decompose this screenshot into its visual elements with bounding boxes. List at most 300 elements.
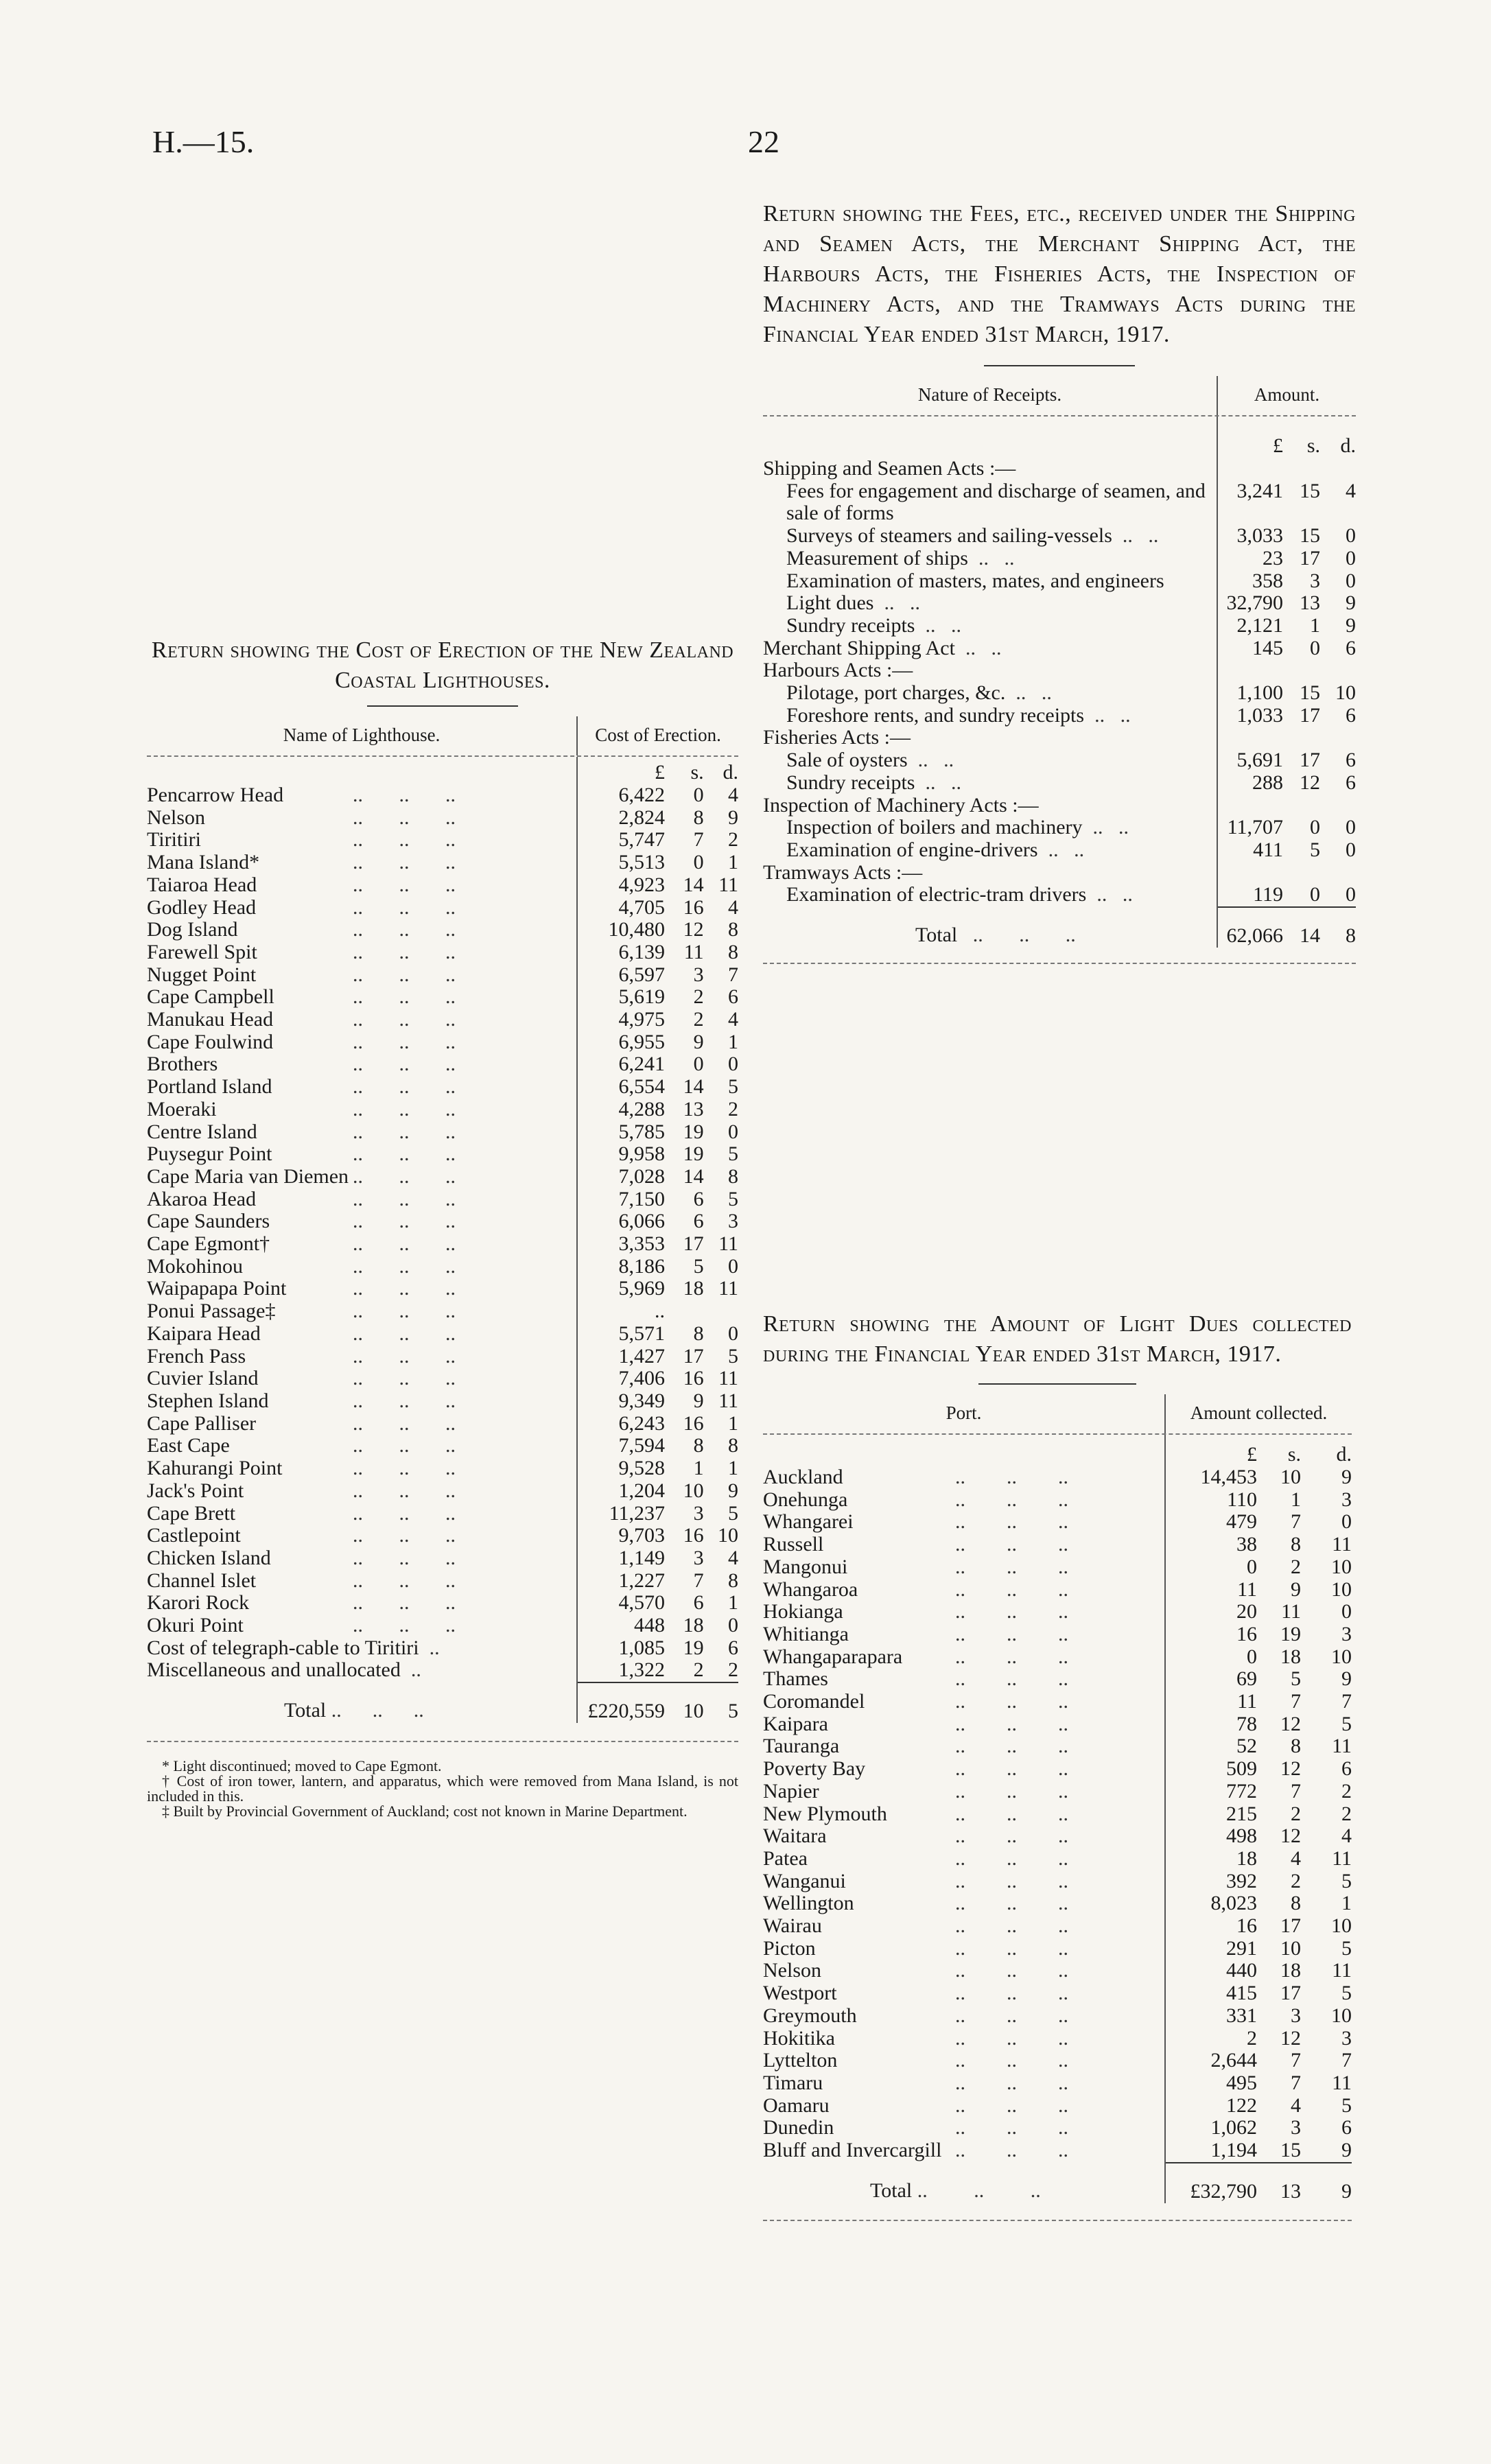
cost-shillings: [665, 1300, 704, 1323]
dues-pounds: 415: [1165, 1982, 1257, 2005]
dues-shillings: 8: [1291, 1892, 1301, 1915]
lighthouse-name: Stephen Island: [147, 1389, 269, 1412]
cost-pounds: 448: [577, 1615, 665, 1637]
cost-shillings: 13: [683, 1097, 704, 1120]
fees-row: Sale of oysters .. .. 5,691 17 6: [786, 749, 1356, 772]
dues-shillings: 3: [1291, 2116, 1301, 2139]
lighthouse-row: Cape Foulwind .. .. .. 6,955 9 1: [147, 1030, 738, 1053]
lighthouse-rows: [147, 784, 738, 1682]
dues-pounds: 498: [1165, 1825, 1257, 1848]
amount-shillings: 1: [1310, 613, 1320, 637]
cost-pence: 1: [728, 1030, 738, 1053]
cost-shillings: 6: [693, 1210, 704, 1233]
lighthouse-row: Tiritiri .. .. .. 5,747 7 2: [147, 828, 738, 852]
lighthouse-name: Farewell Spit: [147, 941, 257, 963]
dues-shillings: 8: [1291, 1735, 1301, 1758]
fees-total-label: Total: [915, 924, 958, 947]
lighthouse-name: Cape Campbell: [147, 986, 274, 1009]
port-name: Whangaparapara: [763, 1645, 903, 1668]
lighthouse-row: Cuvier Island .. .. .. 7,406 16 11: [147, 1367, 738, 1390]
dues-pence: 10: [1331, 1577, 1352, 1601]
dues-shillings: 12: [1280, 2026, 1301, 2050]
port-name: Thames: [763, 1667, 828, 1691]
receipt-nature: Inspection of Machinery Acts :—: [763, 793, 1039, 817]
cost-pounds: 6,554: [577, 1076, 665, 1099]
port-name: Napier: [763, 1779, 819, 1803]
dues-pence: 3: [1341, 1488, 1352, 1511]
port-name: Patea: [763, 1846, 808, 1870]
fees-table: Nature of Receipts. Amount. £ s. d. Shipping and Seamen Acts :— Fees for engagement and discharge of seamen, and sale of forms 3,241 15 4 Surveys of steamers and sailing-vessels .. .. 3,033 15 0 Measurement of ships .. .. 23 17 0 Examination of masters, mates, and engineers 358 3 0 Light dues .. .. 32,790 13 9 Sundry receipts .. .. 2,121 1 9 Merchant Shipping Act .. .. 145 0 6 Harbours Acts :— Pilotage, port charges, &c. .. .. 1,100 15 10 Foreshore rents, and sundry receipts .. .. 1,033 17 6 Fisheries Acts :— Sale of oysters .. .. 5,691 17 6 Sundry receipts .. .. 288 12 6 Inspection of Machinery Acts :— Inspection of boilers and machinery .. .. 11,707 0 0 Examination of engine-drivers .. .. 411 5 0 Tramways Acts :— Examination of electric-tram drivers .. .. 119 0 0 Total .. .. .. 62,066 14 8: [763, 376, 1356, 948]
cost-pence: 2: [728, 1097, 738, 1120]
cost-shillings: 19: [683, 1636, 704, 1659]
lighthouse-row: Mana Island* .. .. .. 5,513 0 1: [147, 851, 738, 874]
lighthouse-name: Nelson: [147, 806, 205, 829]
receipt-nature: Tramways Acts :—: [763, 860, 923, 884]
fees-row: Light dues .. .. 32,790 13 9: [786, 591, 1356, 615]
cost-shillings: 16: [683, 1367, 704, 1390]
footnote-3: ‡ Built by Provincial Government of Auckland; cost not known in Marine Department.: [162, 1803, 688, 1820]
dues-pence: 5: [1341, 1869, 1352, 1892]
fees-row: [763, 727, 1356, 749]
amount-shillings: 15: [1300, 479, 1320, 502]
cost-pounds: 8,186: [577, 1256, 665, 1278]
fees-title-rule: [984, 365, 1135, 366]
lighthouse-name: Pencarrow Head: [147, 784, 284, 806]
cost-pounds: 9,349: [577, 1390, 665, 1413]
amount-pence: 6: [1346, 749, 1356, 772]
receipt-nature: Inspection of boilers and machinery: [786, 816, 1083, 839]
amount-pence: 0: [1346, 569, 1356, 592]
dues-pounds: 1,062: [1165, 2117, 1257, 2139]
cost-pounds: 4,570: [577, 1592, 665, 1615]
cost-pence: 1: [728, 1591, 738, 1615]
col-nature-of-receipts: Nature of Receipts.: [917, 384, 1062, 405]
lightdues-row: New Plymouth .. .. .. 215 2 2: [763, 1802, 1352, 1825]
unit-pounds: £: [577, 757, 665, 784]
port-name: Whangaroa: [763, 1577, 858, 1601]
amount-shillings: 5: [1310, 838, 1320, 861]
cost-pounds: 7,406: [577, 1368, 665, 1390]
fees-row: [763, 458, 1356, 480]
unit-pence: d.: [723, 761, 738, 784]
dues-pounds: 18: [1165, 1848, 1257, 1870]
dues-shillings: 1: [1291, 1488, 1301, 1511]
cost-pence: 9: [728, 1479, 738, 1502]
amount-pounds: [1217, 659, 1283, 682]
unit-shillings: s.: [690, 761, 704, 784]
amount-pence: [1320, 727, 1356, 749]
amount-shillings: [1283, 727, 1320, 749]
lightdues-row: Waitara .. .. .. 498 12 4: [763, 1824, 1352, 1848]
dues-pounds: 16: [1165, 1623, 1257, 1646]
dues-pence: 6: [1341, 2116, 1352, 2139]
lighthouse-name: Manukau Head: [147, 1009, 274, 1031]
lightdues-row: Lyttelton .. .. .. 2,644 7 7: [763, 2049, 1352, 2072]
receipt-nature: Fees for engagement and discharge of seamen, and sale of forms: [786, 479, 1206, 525]
lighthouse-row: Channel Islet .. .. .. 1,227 7 8: [147, 1569, 738, 1592]
cost-pence: 9: [728, 806, 738, 829]
lighthouse-name: Centre Island: [147, 1120, 257, 1143]
dues-pence: 3: [1341, 1622, 1352, 1645]
lighthouse-row: Mokohinou .. .. .. 8,186 5 0: [147, 1254, 738, 1278]
lighthouse-row: Castlepoint .. .. .. 9,703 16 10: [147, 1524, 738, 1547]
cost-pounds: 9,958: [577, 1143, 665, 1166]
fees-return: [763, 199, 1356, 964]
dues-pounds: 0: [1165, 1646, 1257, 1669]
dues-pence: 11: [1332, 1959, 1352, 1982]
cost-pence: 1: [728, 1411, 738, 1435]
amount-shillings: 13: [1300, 591, 1320, 615]
cost-pence: 8: [728, 1434, 738, 1457]
lightdues-row: Hokianga .. .. .. 20 11 0: [763, 1600, 1352, 1623]
port-name: Poverty Bay: [763, 1757, 866, 1781]
dues-pence: 11: [1332, 2071, 1352, 2094]
dues-pence: 7: [1341, 2049, 1352, 2072]
dues-pounds: 11: [1165, 1691, 1257, 1713]
lighthouse-name: Castlepoint: [147, 1525, 241, 1547]
dues-shillings: 19: [1280, 1622, 1301, 1645]
footnote-1: * Light discontinued; moved to Cape Egmont.: [162, 1757, 442, 1775]
dues-pence: 9: [1341, 2139, 1352, 2162]
lighthouse-row: Portland Island .. .. .. 6,554 14 5: [147, 1075, 738, 1099]
cost-pence: 2: [728, 828, 738, 852]
cost-pence: 5: [728, 1501, 738, 1525]
dues-pence: 2: [1341, 1802, 1352, 1825]
port-name: Wellington: [763, 1892, 854, 1915]
cost-pounds: 6,241: [577, 1053, 665, 1076]
lightdues-row: Tauranga .. .. .. 52 8 11: [763, 1735, 1352, 1758]
cost-pence: 11: [718, 1389, 738, 1412]
lighthouse-name: Okuri Point: [147, 1615, 244, 1637]
ld-total-pence: 9: [1301, 2163, 1352, 2203]
dues-pounds: 2: [1165, 2028, 1257, 2050]
amount-shillings: 0: [1310, 816, 1320, 839]
lighthouse-name: Brothers: [147, 1053, 218, 1076]
lighthouse-row: French Pass .. .. .. 1,427 17 5: [147, 1344, 738, 1368]
dues-pounds: 2,644: [1165, 2050, 1257, 2072]
dues-shillings: 8: [1291, 1533, 1301, 1556]
cost-pence: 0: [728, 1254, 738, 1278]
dues-shillings: 15: [1280, 2139, 1301, 2162]
lighthouse-name: Godley Head: [147, 896, 257, 919]
amount-shillings: [1283, 659, 1320, 682]
cost-shillings: 5: [693, 1254, 704, 1278]
fees-unit-pence: d.: [1340, 434, 1356, 457]
cost-shillings: 16: [683, 895, 704, 919]
lightdues-title: Return showing the Amount of Light Dues collected during the Financial Year ended 31st March, 1917.: [763, 1311, 1352, 1367]
cost-pence: 6: [728, 1636, 738, 1659]
dues-pence: 7: [1341, 1690, 1352, 1713]
cost-shillings: 3: [693, 1546, 704, 1569]
cost-shillings: 0: [693, 784, 704, 806]
lighthouse-name: Portland Island: [147, 1076, 272, 1099]
port-name: Nelson: [763, 1959, 821, 1982]
lighthouse-name: East Cape: [147, 1435, 230, 1457]
amount-shillings: 0: [1310, 636, 1320, 659]
lightdues-row: Wanganui .. .. .. 392 2 5: [763, 1869, 1352, 1892]
fees-row: Examination of engine-drivers .. .. 411 5 0: [786, 838, 1356, 861]
cost-shillings: 7: [693, 1569, 704, 1592]
lighthouse-name: Kaipara Head: [147, 1322, 261, 1345]
cost-shillings: 6: [693, 1591, 704, 1615]
lighthouse-row: Pencarrow Head .. .. .. 6,422 0 4: [147, 784, 738, 806]
amount-pence: 9: [1346, 591, 1356, 615]
amount-pounds: [1217, 862, 1283, 884]
amount-pounds: 145: [1217, 637, 1283, 660]
port-name: Hokitika: [763, 2026, 835, 2050]
cost-pence: 8: [728, 940, 738, 963]
dues-shillings: 2: [1291, 1869, 1301, 1892]
dues-pence: 11: [1332, 1846, 1352, 1870]
amount-shillings: 17: [1300, 703, 1320, 727]
cost-pence: 0: [728, 1614, 738, 1637]
dues-pounds: 772: [1165, 1781, 1257, 1803]
dues-shillings: 2: [1291, 1802, 1301, 1825]
receipt-nature: Examination of masters, mates, and engineers: [786, 569, 1164, 592]
cost-shillings: 18: [683, 1614, 704, 1637]
cost-shillings: 2: [693, 1658, 704, 1682]
dues-pounds: 14,453: [1165, 1466, 1257, 1489]
lightdues-row: Dunedin .. .. .. 1,062 3 6: [763, 2116, 1352, 2139]
fees-row: Sundry receipts .. .. 288 12 6: [786, 771, 1356, 794]
cost-pence: 4: [728, 1008, 738, 1031]
lighthouse-row: Manukau Head .. .. .. 4,975 2 4: [147, 1008, 738, 1031]
dues-pence: 11: [1332, 1533, 1352, 1556]
cost-shillings: 14: [683, 873, 704, 896]
dues-pence: 0: [1341, 1600, 1352, 1623]
lighthouse-name: Mokohinou: [147, 1255, 244, 1278]
port-name: Dunedin: [763, 2116, 834, 2139]
total-label: Total: [284, 1699, 327, 1722]
dues-pence: 5: [1341, 2093, 1352, 2117]
cost-pounds: 7,150: [577, 1188, 665, 1211]
lighthouse-name: Mana Island*: [147, 852, 260, 874]
port-name: Russell: [763, 1533, 824, 1556]
port-name: Bluff and Invercargill: [763, 2139, 942, 2162]
amount-pounds: 1,033: [1217, 705, 1283, 727]
cost-shillings: 16: [683, 1524, 704, 1547]
fees-unit-pounds: £: [1217, 416, 1283, 458]
cost-pounds: 6,243: [577, 1413, 665, 1435]
amount-pounds: [1217, 458, 1283, 480]
lighthouse-row: Moeraki .. .. .. 4,288 13 2: [147, 1097, 738, 1120]
lighthouse-row: Dog Island .. .. .. 10,480 12 8: [147, 918, 738, 941]
cost-pounds: 5,571: [577, 1323, 665, 1346]
ld-total-shillings: 13: [1257, 2163, 1301, 2203]
dues-shillings: 4: [1291, 1846, 1301, 1870]
cost-pence: 5: [728, 1344, 738, 1368]
cost-pence: 2: [728, 1658, 738, 1682]
dues-shillings: 7: [1291, 2071, 1301, 2094]
lighthouse-title: Return showing the Cost of Erection of the New Zealand Coastal Lighthouses.: [151, 637, 734, 693]
amount-pounds: 11,707: [1217, 817, 1283, 839]
dues-pounds: 20: [1165, 1601, 1257, 1623]
amount-pence: 6: [1346, 636, 1356, 659]
receipt-nature: Foreshore rents, and sundry receipts: [786, 703, 1085, 727]
cost-shillings: 9: [693, 1030, 704, 1053]
ld-total-label: Total: [870, 2179, 913, 2202]
cost-pence: 8: [728, 918, 738, 941]
cost-pounds: 1,227: [577, 1570, 665, 1593]
port-name: Lyttelton: [763, 2049, 838, 2072]
cost-pounds: 1,149: [577, 1547, 665, 1570]
lighthouse-name: Channel Islet: [147, 1569, 257, 1592]
dues-pence: 9: [1341, 1667, 1352, 1691]
fees-total-pounds: 62,066: [1217, 907, 1283, 948]
cost-shillings: 16: [683, 1411, 704, 1435]
amount-pounds: 358: [1217, 570, 1283, 593]
amount-pence: 6: [1346, 703, 1356, 727]
port-name: Coromandel: [763, 1690, 865, 1713]
receipt-nature: Fisheries Acts :—: [763, 726, 911, 749]
total-pence: 5: [704, 1682, 738, 1723]
lightdues-end-rule: [763, 2220, 1352, 2221]
lightdues-row: Hokitika .. .. .. 2 12 3: [763, 2026, 1352, 2050]
col-amount: Amount.: [1217, 376, 1356, 415]
dues-shillings: 18: [1280, 1645, 1301, 1668]
lighthouse-name: Cape Saunders: [147, 1210, 270, 1233]
port-name: Hokianga: [763, 1600, 843, 1623]
ld-unit-pounds: £: [1165, 1435, 1257, 1466]
port-name: Wanganui: [763, 1869, 846, 1892]
amount-pounds: 3,241: [1217, 480, 1283, 525]
cost-pounds: 1,085: [577, 1637, 665, 1660]
lighthouse-name: Cape Egmont†: [147, 1233, 270, 1256]
lighthouse-row: Jack's Point .. .. .. 1,204 10 9: [147, 1479, 738, 1502]
dues-shillings: 12: [1280, 1824, 1301, 1848]
dues-shillings: 2: [1291, 1555, 1301, 1578]
cost-pence: 11: [718, 873, 738, 896]
dues-pounds: 1,194: [1165, 2139, 1257, 2163]
cost-shillings: 14: [683, 1075, 704, 1099]
cost-pounds: 6,422: [577, 784, 665, 807]
lighthouse-name: Chicken Island: [147, 1547, 271, 1569]
col-amount-collected: Amount collected.: [1165, 1394, 1352, 1433]
port-name: Waitara: [763, 1824, 827, 1848]
cost-pounds: 4,975: [577, 1009, 665, 1031]
amount-pounds: 2,121: [1217, 615, 1283, 637]
lightdues-row: Onehunga .. .. .. 110 1 3: [763, 1488, 1352, 1511]
dues-pounds: 331: [1165, 2005, 1257, 2028]
lightdues-row: Wairau .. .. .. 16 17 10: [763, 1914, 1352, 1938]
lightdues-title-rule: [978, 1383, 1136, 1385]
port-name: Mangonui: [763, 1555, 848, 1578]
amount-shillings: 15: [1300, 681, 1320, 705]
lightdues-row: Auckland .. .. .. 14,453 10 9: [763, 1466, 1352, 1488]
cost-pounds: 7,028: [577, 1166, 665, 1188]
port-name: New Plymouth: [763, 1802, 887, 1825]
dues-pence: 10: [1331, 1645, 1352, 1668]
fees-row: Foreshore rents, and sundry receipts .. .. 1,033 17 6: [786, 703, 1356, 727]
cost-pence: 11: [718, 1367, 738, 1390]
lighthouse-name: Ponui Passage‡: [147, 1300, 276, 1323]
port-name: Picton: [763, 1936, 816, 1960]
amount-pounds: 3,033: [1217, 525, 1283, 548]
dues-pence: 3: [1341, 2026, 1352, 2050]
dues-pounds: 495: [1165, 2072, 1257, 2095]
lightdues-row: Greymouth .. .. .. 331 3 10: [763, 2004, 1352, 2027]
receipt-nature: Sundry receipts: [786, 613, 915, 637]
dues-pounds: 392: [1165, 1870, 1257, 1893]
dues-shillings: 7: [1291, 2049, 1301, 2072]
receipt-nature: Light dues: [786, 591, 874, 615]
lightdues-row: Westport .. .. .. 415 17 5: [763, 1982, 1352, 2005]
lightdues-row: Mangonui .. .. .. 0 2 10: [763, 1555, 1352, 1578]
lighthouse-row: Puysegur Point .. .. .. 9,958 19 5: [147, 1142, 738, 1166]
cost-pounds: 4,923: [577, 874, 665, 897]
dues-shillings: 3: [1291, 2004, 1301, 2027]
ld-total-pounds: £32,790: [1165, 2163, 1257, 2203]
lighthouse-row: Okuri Point .. .. .. 448 18 0: [147, 1614, 738, 1637]
cost-pence: 5: [728, 1075, 738, 1099]
receipt-nature: Examination of electric-tram drivers: [786, 883, 1087, 906]
lightdues-row: Wellington .. .. .. 8,023 8 1: [763, 1892, 1352, 1915]
amount-shillings: 15: [1300, 524, 1320, 548]
lightdues-row: Whitianga .. .. .. 16 19 3: [763, 1622, 1352, 1645]
lighthouse-row: Waipapapa Point .. .. .. 5,969 18 11: [147, 1277, 738, 1300]
cost-shillings: 7: [693, 828, 704, 852]
lighthouse-row: Miscellaneous and unallocated .. 1,322 2 2: [147, 1658, 738, 1682]
cost-pence: 8: [728, 1569, 738, 1592]
col-cost-of-erection: Cost of Erection.: [577, 716, 738, 755]
port-name: Wairau: [763, 1914, 822, 1938]
dues-shillings: 7: [1291, 1510, 1301, 1534]
fees-row: Measurement of ships .. .. 23 17 0: [786, 546, 1356, 570]
dues-shillings: 5: [1291, 1667, 1301, 1691]
lightdues-row: Patea .. .. .. 18 4 11: [763, 1846, 1352, 1870]
cost-pounds: 11,237: [577, 1503, 665, 1525]
port-name: Whangarei: [763, 1510, 854, 1534]
amount-pence: 6: [1346, 771, 1356, 794]
port-name: Onehunga: [763, 1488, 848, 1511]
cost-pence: 11: [718, 1232, 738, 1256]
cost-shillings: 1: [693, 1457, 704, 1480]
amount-pounds: 411: [1217, 839, 1283, 862]
cost-shillings: 18: [683, 1277, 704, 1300]
lighthouse-row: Karori Rock .. .. .. 4,570 6 1: [147, 1591, 738, 1615]
cost-pence: 7: [728, 963, 738, 986]
amount-pounds: [1217, 795, 1283, 817]
cost-pence: 10: [718, 1524, 738, 1547]
dues-pounds: 69: [1165, 1668, 1257, 1691]
dues-pounds: 479: [1165, 1511, 1257, 1534]
dues-pence: 10: [1331, 1914, 1352, 1938]
fees-unit-shillings: s.: [1306, 434, 1320, 457]
amount-pence: [1320, 795, 1356, 817]
port-name: Whitianga: [763, 1622, 849, 1645]
cost-shillings: 6: [693, 1187, 704, 1210]
lightdues-row: Whangarei .. .. .. 479 7 0: [763, 1510, 1352, 1534]
lightdues-table: Port. Amount collected. £ s. d. Auckland .. .. .. 14,453 10 9 Onehunga .. .. .. 110 1 3 Whangarei .. .. .. 479 7 0 Russell .. .. .. 38 8 11 Mangonui .. .. .. 0 2 10 Whangaroa .. .. .. 11 9 10 Hokianga .. .. .. 20 11 0 Whitianga .. .. .. 16 19 3 Whangaparapara .. .. .. 0 18 10 Thames .. .. .. 69 5 9 Coromandel .. .. .. 11 7 7 Kaipara .. .. .. 78 12 5 Tauranga .. .. .. 52 8 11 Poverty Bay .. .. .. 509 12 6 Napier .. .. .. 772 7 2 New Plymouth .. .. .. 215 2 2 Waitara .. .. .. 498 12 4 Patea .. .. .. 18 4 11 Wanganui .. .. .. 392 2 5 Wellington .. .. .. 8,023 8 1 Wairau .. .. .. 16 17 10 Picton .. .. .. 291 10 5 Nelson .. .. .. 440 18 11 Westport .. .. .. 415 17 5 Greymouth .. .. .. 331 3 10 Hokitika .. .. .. 2 12 3 Lyttelton .. .. .. 2,644 7 7 Timaru .. .. .. 495 7 11 Oamaru .. .. .. 122 4 5 Dunedin .. .. .. 1,062 3 6 Bluff and Invercargill .. .. .. 1,194 15 9 Total .. .. .. £32,790 13 9: [763, 1394, 1352, 2203]
cost-shillings: 10: [683, 1479, 704, 1502]
cost-pence: 5: [728, 1142, 738, 1166]
amount-shillings: 17: [1300, 546, 1320, 570]
cost-pounds: 1,322: [577, 1659, 665, 1682]
lightdues-row: Nelson .. .. .. 440 18 11: [763, 1959, 1352, 1982]
dues-shillings: 17: [1280, 1982, 1301, 2005]
cost-pounds: 10,480: [577, 919, 665, 941]
cost-pence: 0: [728, 1120, 738, 1143]
receipt-nature: Merchant Shipping Act: [763, 636, 955, 659]
lightdues-return: [763, 1309, 1352, 2221]
amount-pence: [1320, 862, 1356, 884]
lighthouse-row: Cape Palliser .. .. .. 6,243 16 1: [147, 1411, 738, 1435]
amount-pence: 10: [1335, 681, 1356, 705]
dues-shillings: 18: [1280, 1959, 1301, 1982]
dues-shillings: 9: [1291, 1577, 1301, 1601]
lightdues-row: Kaipara .. .. .. 78 12 5: [763, 1712, 1352, 1735]
cost-shillings: 17: [683, 1232, 704, 1256]
